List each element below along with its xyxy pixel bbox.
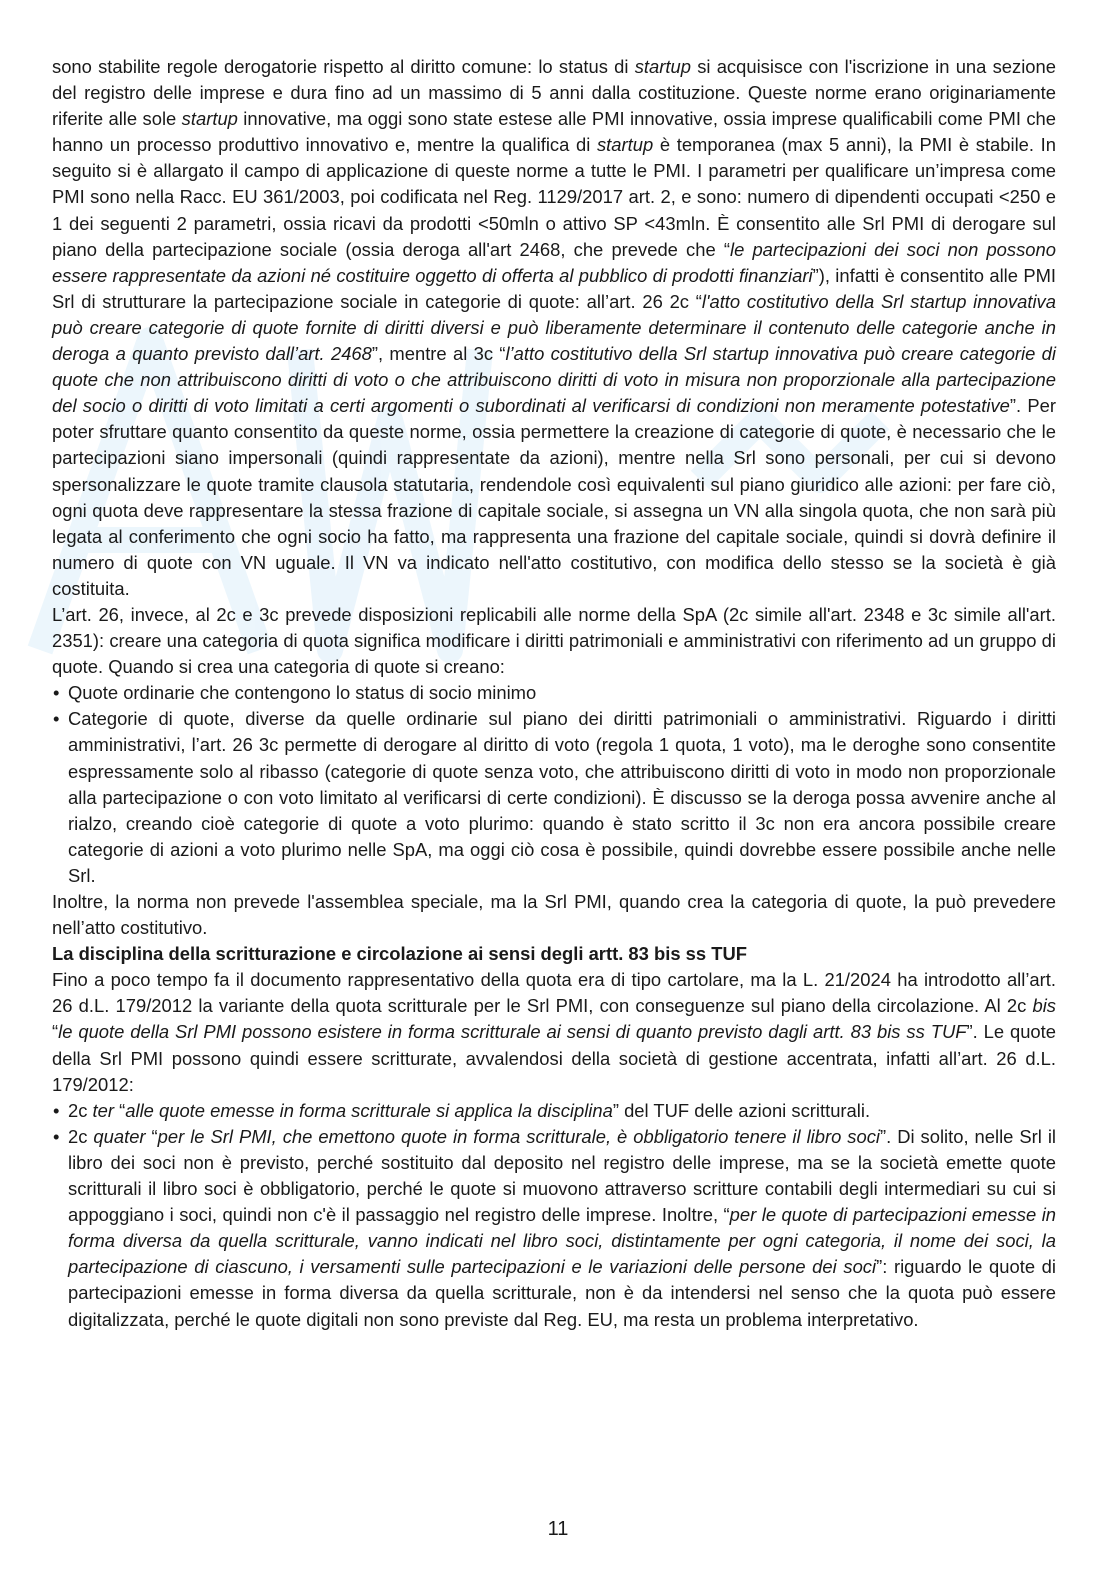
- italic-quote: ter: [92, 1099, 115, 1121]
- text-run: ”. Per poter sfruttare quanto consentito da queste norme, ossia permettere la creazione di categorie di quote, è necessario che le partecipazioni siano impersonali (quindi rappresentate da azioni), mentre nella Srl sono personali, per cui si devono spersonalizzare le quote tramite clausola statutaria, rendendole così equivalenti sul piano giuridico alle azioni: per fare ciò, ogni quota deve rappresentare la stessa frazione di capitale sociale, si assegna un VN alla singola quota, che non sarà più legata al conferimento che ogni socio ha fatto, ma rappresenta una frazione del capitale sociale, quindi si dovrà definire il numero di quote con VN uguale. Il VN va indicato nell'atto costitutivo, con modifica dello stesso se la società è già costituita.: [52, 395, 1056, 599]
- document-page: [52, 54, 1056, 1333]
- bullet-list-quote-categories: [52, 680, 1056, 889]
- italic-quote: le partecipazioni dei soci non possono essere rappresentate da azioni né costituire oggetto di offerta al pubblico di prodotti finanziari: [52, 238, 1056, 286]
- italic-quote: l’atto costitutivo della Srl startup innovativa può creare categorie di quote che non attribuiscono diritti di voto o che attribuiscono diritti di voto in misura non proporzionale alla partecipazione del socio o diritti di voto limitati a certi argomenti o subordinati al verificarsi di condizioni non meramente potestative: [52, 343, 1056, 417]
- text-run: ” del TUF delle azioni scritturali.: [612, 1099, 871, 1121]
- italic-quote: alle quote emesse in forma scritturale si applica la disciplina: [125, 1099, 613, 1121]
- text-run: Inoltre, la norma non prevede l'assemblea speciale, ma la Srl PMI, quando crea la categoria di quote, la può prevedere nell’atto costitutivo.: [52, 891, 1056, 939]
- italic-quote: le quote della Srl PMI possono esistere in forma scritturale ai sensi di quanto previsto dagli artt. 83 bis ss TUF: [58, 1021, 967, 1043]
- italic-quote: startup: [596, 134, 654, 156]
- paragraph-startup-status: [52, 54, 1056, 602]
- paragraph-art-26-categories: [52, 602, 1056, 680]
- italic-quote: quater: [93, 1125, 146, 1147]
- italic-quote: per le Srl PMI, che emettono quote in forma scritturale, è obbligatorio tenere il libro soci: [157, 1125, 880, 1147]
- text-run: sono stabilite regole derogatorie rispetto al diritto comune: lo status di: [52, 56, 635, 77]
- page-number: 11: [547, 1518, 569, 1540]
- text-run: ”, mentre al 3c “: [371, 343, 506, 365]
- paragraph-assemblea-speciale: [52, 889, 1056, 941]
- text-run: ”. Le quote della Srl PMI possono quindi essere scritturate, avvalendosi della società di gestione accentrata, infatti all’art. 26 d.L. 179/2012:: [52, 1021, 1056, 1095]
- text-run: “: [52, 1021, 59, 1043]
- text-run: 2c: [68, 1099, 93, 1121]
- text-run: Fino a poco tempo fa il documento rappresentativo della quota era di tipo cartolare, ma la L. 21/2024 ha introdotto all’art. 26 d.L. 179/2012 la variante della quota scritturale per le Srl PMI, con conseguenze sul piano della circolazione. Al 2c: [52, 969, 1056, 1017]
- list-item: [52, 1124, 1056, 1333]
- bullet-list-art-26-commi: [52, 1098, 1056, 1333]
- list-item: [52, 706, 1056, 889]
- paragraph-quota-scritturale: [52, 967, 1056, 1097]
- text-run: ”: riguardo le quote di partecipazioni emesse in forma diversa da quella scritturale, non è da intendersi nel senso che la quota può essere digitalizzata, perché le quote digitali non sono previste dal Reg. EU, ma resta un problema interpretativo.: [68, 1256, 1056, 1330]
- text-run: “: [114, 1099, 126, 1121]
- list-item: [52, 680, 1056, 706]
- text-run: Quote ordinarie che contengono lo status di socio minimo: [68, 682, 537, 704]
- section-heading: La disciplina della scritturazione e circolazione ai sensi degli artt. 83 bis ss TUF: [52, 943, 747, 965]
- text-run: ”. Di solito, nelle Srl il libro dei soci non è previsto, perché sostituito dal deposito nel registro delle imprese, ma se la società emette quote scritturali il libro soci è obbligatorio, perché le quote si muovono attraverso scritture contabili degli intermediari su cui si appoggiano i soci, quindi non c'è il passaggio nel registro delle imprese. Inoltre, “: [68, 1125, 1057, 1226]
- text-run: è temporanea (max 5 anni), la PMI è stabile. In seguito si è allargato il campo di applicazione di queste norme a tutte le PMI. I parametri per qualificare un’impresa come PMI sono nella Racc. EU 361/2003, poi codificata nel Reg. 1129/2017 art. 2, e sono: numero di dipendenti occupati <250 e 1 dei seguenti 2 parametri, ossia ricavi da prodotti <50mln o attivo SP <43mln. È consentito alle Srl PMI di derogare sul piano della partecipazione sociale (ossia deroga all'art 2468, che prevede che “: [52, 134, 1056, 260]
- text-run: innovative, ma oggi sono state estese alle PMI innovative, ossia imprese qualificabili come PMI che hanno un processo produttivo innovativo e, mentre la qualifica di: [52, 108, 1056, 156]
- text-run: ”), infatti è consentito alle PMI Srl di strutturare la partecipazione sociale in categorie di quote: all’art. 26 2c “: [52, 264, 1057, 312]
- text-run: Categorie di quote, diverse da quelle ordinarie sul piano dei diritti patrimoniali o amministrativi. Riguardo i diritti amministrativi, l’art. 26 3c permette di derogare al diritto di voto (regola 1 quota, 1 voto), ma le deroghe sono consentite espressamente solo al ribasso (categorie di quote senza voto, che attribuiscono diritti di voto in modo non proporzionale alla partecipazione o con voto limitato al verificarsi di certe condizioni). È discusso se la deroga possa avvenire anche al rialzo, creando cioè categorie di quote a voto plurimo: quando è stato scritto il 3c non era ancora possibile creare categorie di azioni a voto plurimo nelle SpA, ma oggi ciò cosa è possibile, quindi dovrebbe essere possibile anche nelle Srl.: [68, 708, 1056, 886]
- italic-quote: startup: [634, 56, 691, 77]
- text-run: 2c: [68, 1125, 94, 1147]
- italic-quote: per le quote di partecipazioni emesse in forma diversa da quella scritturale, vanno indicati nel libro soci, distintamente per ogni categoria, il nome dei soci, la partecipazione di ciascuno, i versamenti sulle partecipazioni e le variazioni delle persone dei soci: [68, 1204, 1057, 1278]
- text-run: L’art. 26, invece, al 2c e 3c prevede disposizioni replicabili alle norme della SpA (2c simile all'art. 2348 e 3c simile all'art. 2351): creare una categoria di quota significa modificare i diritti patrimoniali e amministrativi con riferimento ad un gruppo di quote. Quando si crea una categoria di quote si creano:: [52, 603, 1056, 678]
- italic-quote: l'atto costitutivo della Srl startup innovativa può creare categorie di quote fornite di diritti diversi e può liberamente determinare il contenuto delle categorie anche in deroga a quanto previsto dall’art. 2468: [52, 290, 1056, 365]
- text-run: “: [145, 1125, 158, 1147]
- italic-quote: startup: [181, 108, 238, 130]
- list-item: [52, 1098, 1056, 1124]
- text-run: si acquisisce con l'iscrizione in una sezione del registro delle imprese e dura fino ad un massimo di 5 anni dalla costituzione. Queste norme erano originariamente riferite alle sole: [52, 56, 1056, 130]
- italic-quote: bis: [1032, 995, 1056, 1017]
